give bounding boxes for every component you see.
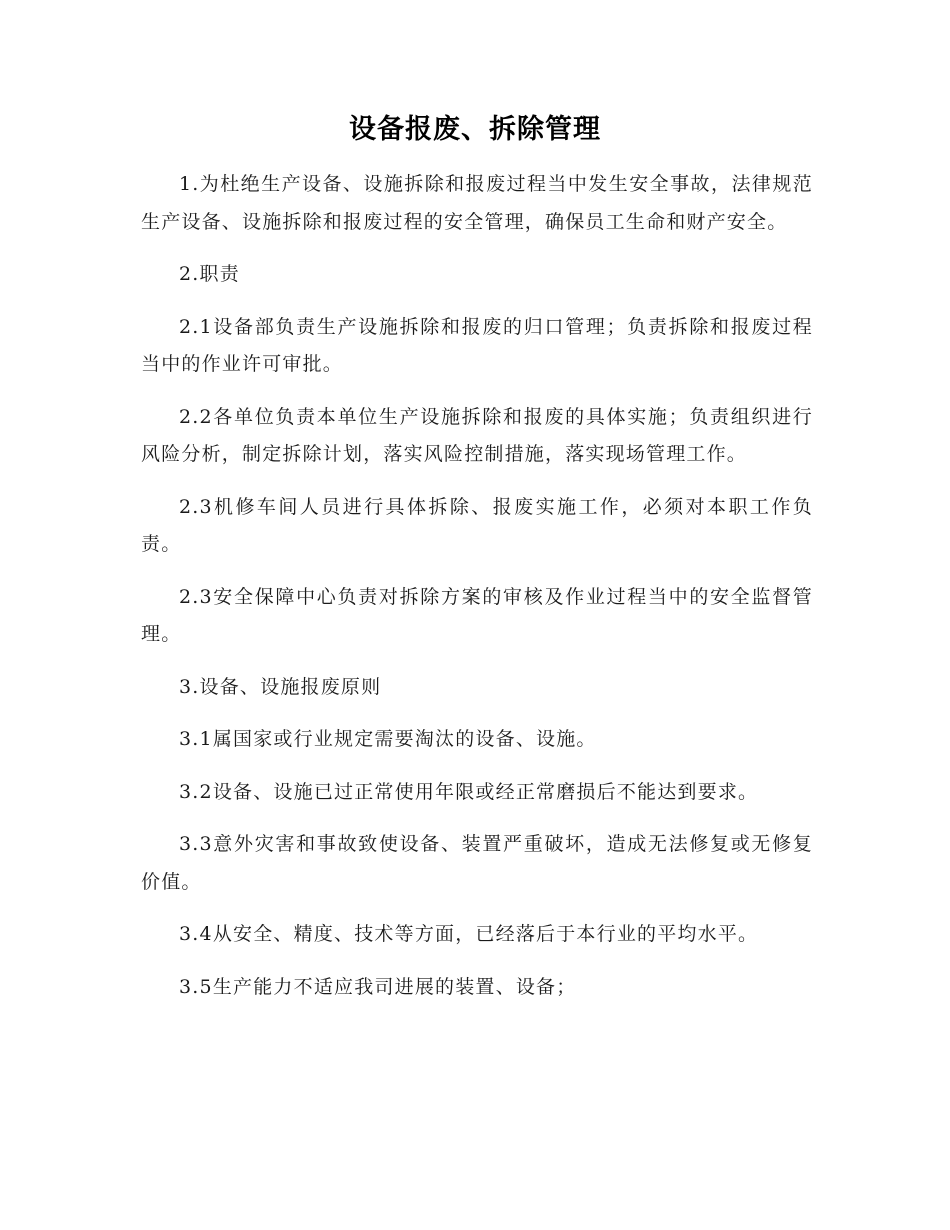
paragraph-scrap-principles-heading: 3.设备、设施报废原则 bbox=[179, 675, 382, 698]
paragraph-3-4: 3.4从安全、精度、技术等方面，已经落后于本行业的平均水平。 bbox=[179, 923, 759, 945]
paragraph-2-3-safety: 2.3安全保障中心负责对拆除方案的审核及作业过程当中的安全监督管理。 bbox=[141, 585, 813, 645]
document-body bbox=[141, 166, 813, 1006]
paragraph-3-2: 3.2设备、设施已过正常使用年限或经正常磨损后不能达到要求。 bbox=[179, 780, 759, 803]
paragraph-responsibilities-heading: 2.职责 bbox=[179, 263, 240, 285]
paragraph-purpose: 1.为杜绝生产设备、设施拆除和报废过程当中发生安全事故，法律规范生产设备、设施拆除和报废过程的安全管理，确保员工生命和财产安全。 bbox=[141, 173, 813, 233]
paragraph-3-1: 3.1属国家或行业规定需要淘汰的设备、设施。 bbox=[179, 728, 597, 750]
paragraph-2-3-maintenance: 2.3机修车间人员进行具体拆除、报废实施工作，必须对本职工作负责。 bbox=[141, 495, 813, 555]
paragraph-3-5: 3.5生产能力不适应我司进展的装置、设备； bbox=[179, 975, 577, 998]
paragraph-2-1: 2.1设备部负责生产设施拆除和报废的归口管理；负责拆除和报废过程当中的作业许可审批。 bbox=[141, 315, 813, 375]
paragraph-3-3: 3.3意外灾害和事故致使设备、装置严重破坏，造成无法修复或无修复价值。 bbox=[141, 833, 813, 893]
document-title: 设备报废、拆除管理 bbox=[349, 114, 601, 145]
paragraph-2-2: 2.2各单位负责本单位生产设施拆除和报废的具体实施；负责组织进行风险分析，制定拆除计划，落实风险控制措施，落实现场管理工作。 bbox=[141, 405, 813, 465]
